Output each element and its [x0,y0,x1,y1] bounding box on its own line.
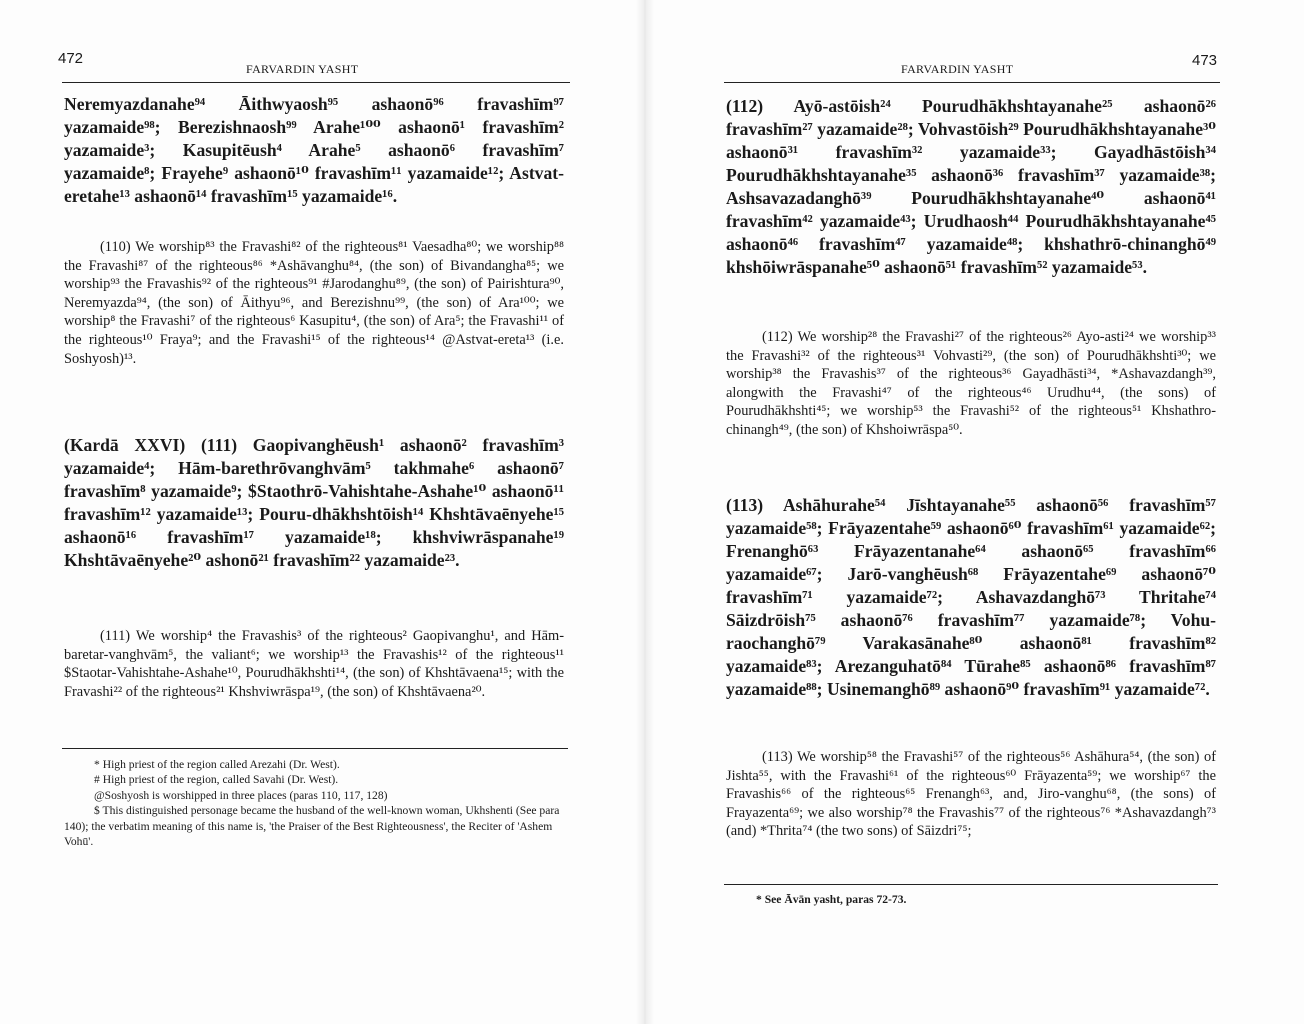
footnote-rule [724,884,1218,885]
translation-paragraph-111: (111) We worship⁴ the Fravashis³ of the righteous² Gaopivanghu¹, and Hām-baretar-vanghvām⁵, the valiant⁶; we worship¹³ the Fravashis¹² of the righteous¹¹ $Staotar-Vahishtahe-Ashahe¹⁰, Pourudhākhshti¹⁴, (the son) of Khshtāvaena¹⁵; with the Fravashi²² of the righteous²¹ Khshviwrāspa¹⁹, (the son) of Khshtāvaena²⁰. [64,628,564,700]
avesta-text-block-112: (112) Ayō-astōish²⁴ Pourudhākhshtayanahe²⁵ ashaonō²⁶ fravashīm²⁷ yazamaide²⁸; Vohvastōish²⁹ Pourudhākhshtayanahe³⁰ ashaonō³¹ fravashīm³² yazamaide³³; Gayadhāstōish³⁴ Pourudhākhshtayanahe³⁵ ashaonō³⁶ fravashīm³⁷ yazamaide³⁸; Ashsavazadanghō³⁹ Pourudhākhshtayanahe⁴⁰ ashaonō⁴¹ fravashīm⁴² yazamaide⁴³; Urudhaosh⁴⁴ Pourudhākhshtayanahe⁴⁵ ashaonō⁴⁶ fravashīm⁴⁷ yazamaide⁴⁸; khshathrō-chinanghō⁴⁹ khshōiwrāspanahe⁵⁰ ashaonō⁵¹ fravashīm⁵² yazamaide⁵³. [726,96,1216,277]
running-head: FARVARDIN YASHT [246,62,359,76]
avesta-text-block: Neremyazdanahe⁹⁴ Āithwyaosh⁹⁵ ashaonō⁹⁶ fravashīm⁹⁷ yazamaide⁹⁸; Berezishnaosh⁹⁹ Arahe¹⁰⁰ ashaonō¹ fravashīm² yazamaide³; Kasupitēush⁴ Arahe⁵ ashaonō⁶ fravashīm⁷ yazamaide⁸; Frayehe⁹ ashaonō¹⁰ fravashīm¹¹ yazamaide¹²; Astvat-eretahe¹³ ashaonō¹⁴ fravashīm¹⁵ yazamaide¹⁶. [64,94,564,206]
right-page [652,0,1304,1024]
footnotes [726,892,1216,907]
avesta-text-block-113: (113) Ashāhurahe⁵⁴ Jīshtayanahe⁵⁵ ashaonō⁵⁶ fravashīm⁵⁷ yazamaide⁵⁸; Frāyazentahe⁵⁹ ashaonō⁶⁰ fravashīm⁶¹ yazamaide⁶²; Frenanghō⁶³ Frāyazentanahe⁶⁴ ashaonō⁶⁵ fravashīm⁶⁶ yazamaide⁶⁷; Jarō-vanghēush⁶⁸ Frāyazentahe⁶⁹ ashaonō⁷⁰ fravashīm⁷¹ yazamaide⁷²; Ashavazdanghō⁷³ Thritahe⁷⁴ Sāizdrōish⁷⁵ ashaonō⁷⁶ fravashīm⁷⁷ yazamaide⁷⁸; Vohu-raochanghō⁷⁹ Varakasānahe⁸⁰ ashaonō⁸¹ fravashīm⁸² yazamaide⁸³; Arezanguhatō⁸⁴ Tūrahe⁸⁵ ashaonō⁸⁶ fravashīm⁸⁷ yazamaide⁸⁸; Usinemanghō⁸⁹ ashaonō⁹⁰ fravashīm⁹¹ yazamaide⁷². [726,495,1216,699]
footnote: # High priest of the region, called Savahi (Dr. West). [94,773,339,787]
translation-paragraph-113: (113) We worship⁵⁸ the Fravashi⁵⁷ of the righteous⁵⁶ Ashāhura⁵⁴, (the son) of Jishta⁵⁵, with the Fravashi⁶¹ of the righteous⁶⁰ Frāyazenta⁵⁹; we worship⁶⁷ the Fravashis⁶⁶ of the righteous⁶⁵ Frenangh⁶³, and, Jiro-vanghu⁶⁸, (the sons) of Frayazenta⁶⁹; we also worship⁷⁸ the Fravashis⁷⁷ of the righteous⁷⁶ *Ashavazdangh⁷³ (and) *Thrita⁷⁴ (the two sons) of Sāizdri⁷⁵; [726,749,1216,840]
footnote: * High priest of the region called Arezahi (Dr. West). [94,758,340,771]
footnote-rule [62,748,568,749]
translation-paragraph-110: (110) We worship⁸³ the Fravashi⁸² of the righteous⁸¹ Vaesadha⁸⁰; we worship⁸⁸ the Fravashi⁸⁷ of the righteous⁸⁶ *Ashāvanghu⁸⁴, (the son) of Bivandangha⁸⁵; we worship⁹³ the Fravashis⁹² of the righteous⁹¹ #Jarodanghu⁸⁹, (the son) of Pairishtura⁹⁰, Neremyazda⁹⁴, (the son) of Āithyu⁹⁶, and Berezishnu⁹⁹, (the son) of Ara¹⁰⁰; we worship⁸ the Fravashi⁷ of the righteous⁶ Kasupitu⁴, (the son) of Ara⁵; the Fravashi¹¹ of the righteous¹⁰ Fraya⁹; and the Fravashi¹⁵ of the righteous¹⁴ @Astvat-ereta¹³ (i.e. Soshyosh)¹³. [64,239,564,367]
header-rule [724,82,1220,83]
page-number: 472 [58,50,84,67]
footnote: $ This distinguished personage became the husband of the well-known woman, Ukhshenti (See para 140); the verbatim meaning of this name is, 'the Praiser of the Best Righteousness', the Reciter of 'Ashem Vohū'. [64,804,560,849]
avesta-text-block-111: (Kardā XXVI) (111) Gaopivanghēush¹ ashaonō² fravashīm³ yazamaide⁴; Hām-barethrōvanghvām⁵ takhmahe⁶ ashaonō⁷ fravashīm⁸ yazamaide⁹; $Staothrō-Vahishtahe-Ashahe¹⁰ ashaonō¹¹ fravashīm¹² yazamaide¹³; Pouru-dhākhshtōish¹⁴ Khshtāvaēnyehe¹⁵ ashaonō¹⁶ fravashīm¹⁷ yazamaide¹⁸; khshviwrāspanahe¹⁹ Khshtāvaēnyehe²⁰ ashonō²¹ fravashīm²² yazamaide²³. [64,435,564,570]
running-head: FARVARDIN YASHT [901,62,1014,76]
footnote: * See Āvān yasht, paras 72-73. [756,893,907,906]
footnotes [64,757,564,849]
header-rule [62,82,570,83]
translation-paragraph-112: (112) We worship²⁸ the Fravashi²⁷ of the righteous²⁶ Ayo-asti²⁴ we worship³³ the Fravashi³² of the righteous³¹ Vohvasti²⁹, (the son) of Pourudhākhshti³⁰; we worship³⁸ the Fravashis³⁷ of the righteous³⁶ Gayadhāsti³⁴, *Ashavazdangh³⁹, alongwith the Fravashi⁴⁷ of the righteous⁴⁶ Urudhu⁴⁴, (the sons) of Pourudhākhshti⁴⁵; we worship⁵³ the Fravashi⁵² of the righteous⁵¹ Khshathro-chinangh⁴⁹, (the son) of Khshoiwrāspa⁵⁰. [726,329,1216,438]
page-number: 473 [1192,52,1218,69]
footnote: @Soshyosh is worshipped in three places (paras 110, 117, 128) [94,788,388,802]
left-page [0,0,640,1024]
